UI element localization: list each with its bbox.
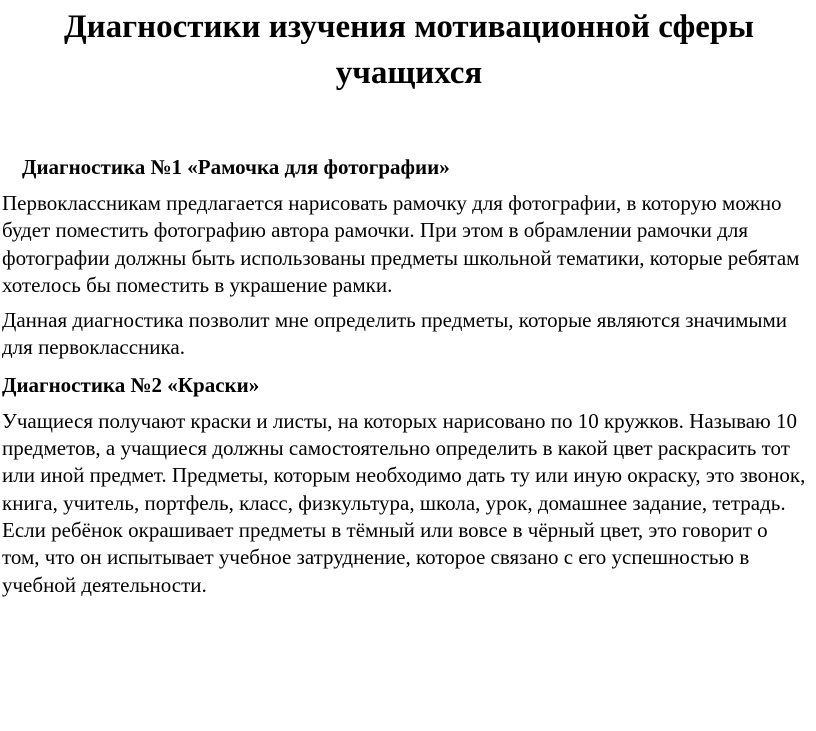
section-1-paragraph-2: Данная диагностика позволит мне определить предметы, которые являются значимыми для первоклассника.: [2, 308, 787, 360]
page-title: Диагностики изучения мотивационной сферы учащихся: [63, 9, 755, 91]
section-1-heading: Диагностика №1 «Рамочка для фотографии»: [22, 155, 450, 179]
section-2-paragraph-1: Учащиеся получают краски и листы, на которых нарисовано по 10 кружков. Называю 10 предметов, а учащиеся должны самостоятельно определить в какой цвет раскрасить тот или иной предмет. Предметы, которым необходимо дать ту или иную окраску, это звонок, книга, учитель, портфель, класс, физкультура, школа, урок, домашнее задание, тетрадь. Если ребёнок окрашивает предметы в тёмный или вовсе в чёрный цвет, это говорит о том, что он испытывает учебное затруднение, которое связано с его успешностью в учебной деятельности.: [2, 408, 806, 597]
section-1-paragraph-1: Первоклассникам предлагается нарисовать рамочку для фотографии, в которую можно будет поместить фотографию автора рамочки. При этом в обрамлении рамочки для фотографии должны быть использованы предметы школьной тематики, которые ребятам хотелось бы поместить в украшение рамки.: [2, 191, 800, 297]
section-2-heading: Диагностика №2 «Краски»: [2, 372, 260, 397]
